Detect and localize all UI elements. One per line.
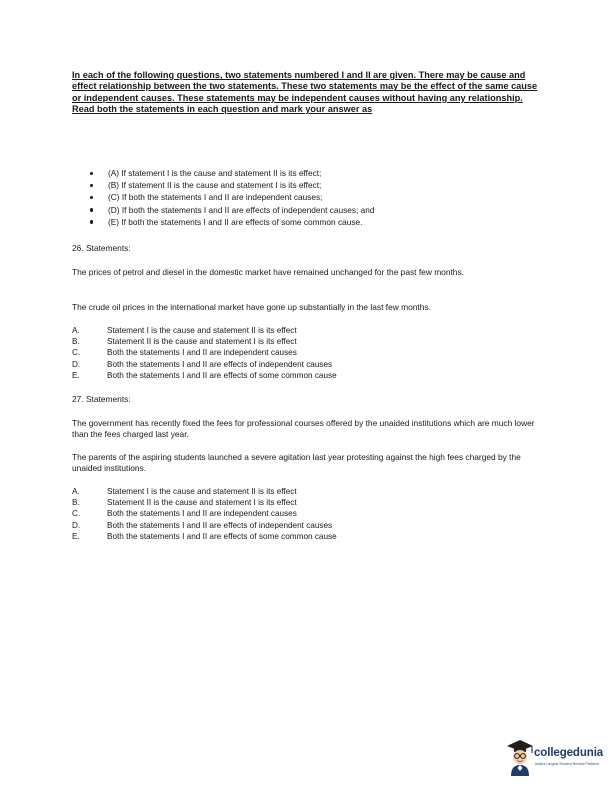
option-text: Statement II is the cause and statement I is its effect (107, 337, 297, 347)
answer-key-item: (C) If both the statements I and II are independent causes; (88, 191, 374, 203)
option-letter: E. (72, 370, 80, 380)
option-item[interactable] (72, 531, 337, 542)
option-item[interactable] (72, 336, 337, 347)
answer-key-item: (A) If statement I is the cause and statement II is its effect; (88, 167, 374, 179)
option-letter: C. (72, 509, 81, 519)
option-text: Statement I is the cause and statement II is its effect (107, 326, 297, 335)
option-text: Both the statements I and II are effects of some common cause (107, 370, 337, 380)
option-item[interactable] (72, 370, 337, 381)
graduate-mascot-icon (506, 738, 534, 778)
instructions-heading: In each of the following questions, two statements numbered I and II are given. There may be cause and effect relationship between the two statements. These two statements may be the effect of the same cause or independent causes. These statements may be independent causes without having any relationship. Read both the statements in each question and mark your answer as (72, 70, 538, 115)
option-text: Both the statements I and II are independent causes (107, 348, 297, 358)
option-text: Both the statements I and II are effects of some common cause (107, 531, 337, 541)
question-27-options (72, 486, 337, 542)
option-item[interactable] (72, 486, 337, 497)
option-item[interactable] (72, 325, 337, 336)
option-letter: D. (72, 359, 81, 369)
option-letter: A. (72, 487, 80, 496)
option-item[interactable] (72, 359, 337, 370)
answer-key-item: (D) If both the statements I and II are effects of independent causes; and (88, 204, 374, 216)
answer-key-list (88, 167, 374, 228)
option-item[interactable] (72, 347, 337, 358)
option-letter: E. (72, 531, 80, 541)
question-27-heading: 27. Statements: (72, 394, 131, 404)
option-text: Statement I is the cause and statement II is its effect (107, 487, 297, 496)
option-letter: D. (72, 520, 81, 530)
option-item[interactable] (72, 497, 337, 508)
answer-key-item: (E) If both the statements I and II are effects of some common cause. (88, 216, 374, 228)
answer-key-item: (B) If statement II is the cause and statement I is its effect; (88, 179, 374, 191)
question-27-statement-1: The government has recently fixed the fees for professional courses offered by the unaided institutions which are much lower than the fees charged last year. (72, 418, 535, 439)
option-letter: C. (72, 348, 81, 358)
logo-wordmark: collegedunia (534, 747, 604, 759)
question-26-heading: 26. Statements: (72, 243, 131, 253)
option-text: Both the statements I and II are effects of independent causes (107, 520, 333, 530)
option-item[interactable] (72, 508, 337, 519)
question-26-statement-2: The crude oil prices in the international market have gone up substantially in the last few months. (72, 302, 431, 312)
option-letter: B. (72, 337, 80, 347)
option-item[interactable] (72, 520, 337, 531)
logo-tagline: India's Largest Student Review Platform (535, 762, 599, 766)
collegedunia-logo (506, 738, 604, 780)
question-26-statement-1: The prices of petrol and diesel in the domestic market have remained unchanged for the past few months. (72, 267, 464, 277)
question-27-statement-2: The parents of the aspiring students launched a severe agitation last year protesting against the high fees charged by the unaided institutions. (72, 452, 521, 473)
option-letter: B. (72, 498, 80, 508)
question-26-options (72, 325, 337, 381)
option-letter: A. (72, 326, 80, 335)
option-text: Both the statements I and II are independent causes (107, 509, 297, 519)
option-text: Statement II is the cause and statement I is its effect (107, 498, 297, 508)
option-text: Both the statements I and II are effects of independent causes (107, 359, 333, 369)
